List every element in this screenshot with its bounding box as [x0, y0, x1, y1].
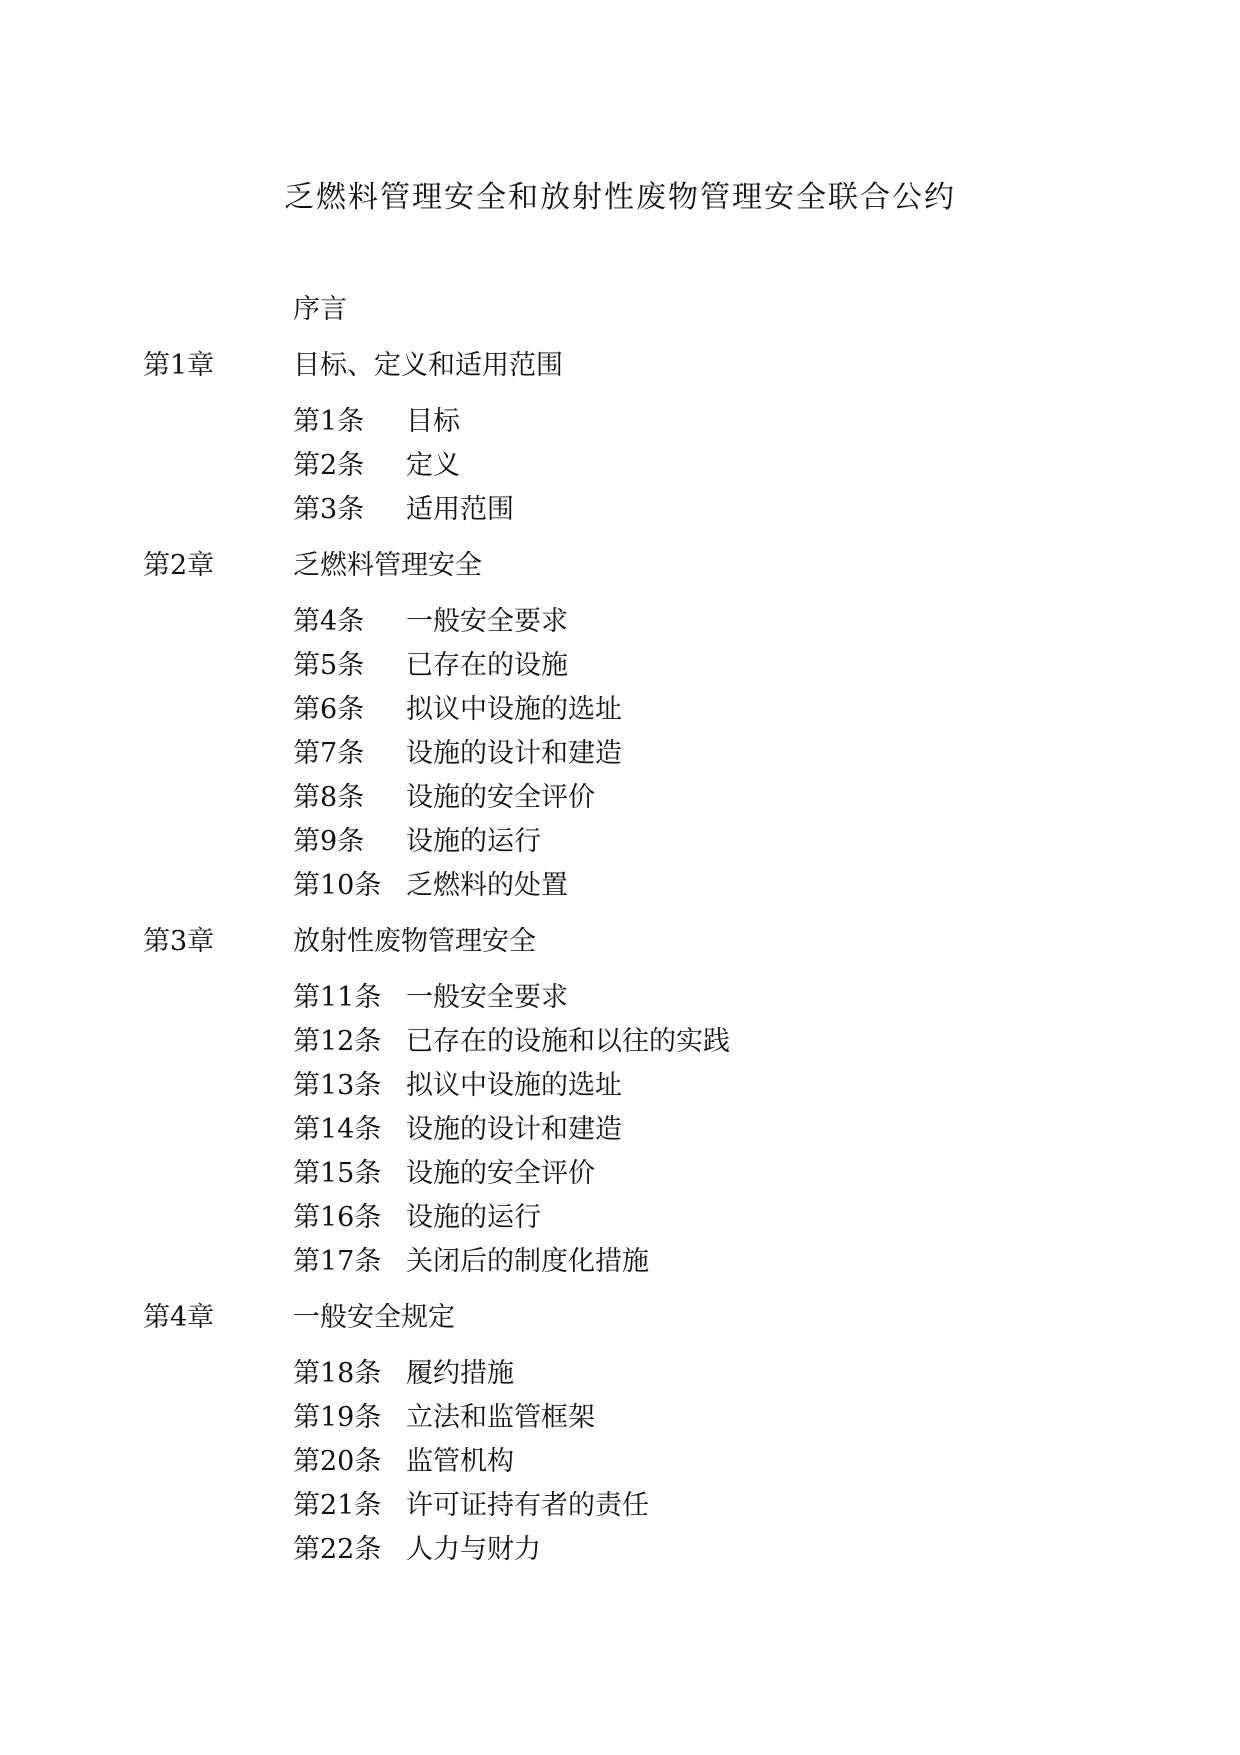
article-title: 适用范围 — [406, 494, 514, 525]
article-number: 第11条 — [293, 982, 382, 1013]
chapter-number: 第2章 — [143, 550, 215, 581]
article-title: 关闭后的制度化措施 — [406, 1246, 649, 1277]
article-number: 第16条 — [293, 1202, 382, 1233]
table-of-contents — [0, 292, 1240, 1588]
article-title: 一般安全要求 — [406, 606, 568, 637]
article-title: 设施的运行 — [406, 1202, 541, 1233]
article-number: 第15条 — [293, 1158, 382, 1189]
article-row — [0, 1200, 1240, 1244]
toc-chapter-1 — [0, 348, 1240, 548]
article-title: 设施的设计和建造 — [406, 738, 622, 769]
chapter-title: 乏燃料管理安全 — [293, 550, 482, 581]
article-title: 履约措施 — [406, 1358, 514, 1389]
article-number: 第6条 — [293, 694, 365, 725]
article-number: 第22条 — [293, 1534, 382, 1565]
article-title: 设施的运行 — [406, 826, 541, 857]
article-row — [0, 1356, 1240, 1400]
article-number: 第18条 — [293, 1358, 382, 1389]
toc-chapter-4 — [0, 1300, 1240, 1588]
chapter-number: 第3章 — [143, 926, 215, 957]
toc-preface-label: 序言 — [293, 294, 347, 325]
article-title: 已存在的设施 — [406, 650, 568, 681]
article-list — [0, 404, 1240, 548]
article-number: 第10条 — [293, 870, 382, 901]
article-title: 定义 — [406, 450, 460, 481]
article-row — [0, 692, 1240, 736]
article-number: 第17条 — [293, 1246, 382, 1277]
article-number: 第8条 — [293, 782, 365, 813]
toc-chapter-3 — [0, 924, 1240, 1300]
article-row — [0, 1532, 1240, 1588]
article-number: 第14条 — [293, 1114, 382, 1145]
toc-chapter-2 — [0, 548, 1240, 924]
article-row — [0, 404, 1240, 448]
article-row — [0, 648, 1240, 692]
article-row — [0, 1112, 1240, 1156]
article-title: 设施的安全评价 — [406, 1158, 595, 1189]
article-row — [0, 868, 1240, 924]
chapter-heading-row — [0, 548, 1240, 584]
article-number: 第2条 — [293, 450, 365, 481]
article-row — [0, 1488, 1240, 1532]
article-number: 第20条 — [293, 1446, 382, 1477]
chapter-number: 第1章 — [143, 350, 215, 381]
article-row — [0, 1156, 1240, 1200]
article-row — [0, 1400, 1240, 1444]
article-number: 第5条 — [293, 650, 365, 681]
article-title: 乏燃料的处置 — [406, 870, 568, 901]
chapter-number: 第4章 — [143, 1302, 215, 1333]
article-row — [0, 1024, 1240, 1068]
article-number: 第4条 — [293, 606, 365, 637]
article-number: 第19条 — [293, 1402, 382, 1433]
article-row — [0, 780, 1240, 824]
article-title: 目标 — [406, 406, 460, 437]
article-list — [0, 604, 1240, 924]
article-row — [0, 492, 1240, 548]
article-title: 立法和监管框架 — [406, 1402, 595, 1433]
article-number: 第7条 — [293, 738, 365, 769]
article-title: 许可证持有者的责任 — [406, 1490, 649, 1521]
article-title: 人力与财力 — [406, 1534, 541, 1565]
article-number: 第21条 — [293, 1490, 382, 1521]
article-row — [0, 1244, 1240, 1300]
article-row — [0, 736, 1240, 780]
article-title: 设施的安全评价 — [406, 782, 595, 813]
article-row — [0, 448, 1240, 492]
article-title: 拟议中设施的选址 — [406, 1070, 622, 1101]
toc-preface-row — [0, 292, 1240, 328]
article-number: 第3条 — [293, 494, 365, 525]
chapter-title: 一般安全规定 — [293, 1302, 455, 1333]
article-title: 一般安全要求 — [406, 982, 568, 1013]
article-row — [0, 604, 1240, 648]
article-list — [0, 1356, 1240, 1588]
article-title: 设施的设计和建造 — [406, 1114, 622, 1145]
article-number: 第13条 — [293, 1070, 382, 1101]
article-row — [0, 1444, 1240, 1488]
chapter-heading-row — [0, 348, 1240, 384]
chapter-title: 目标、定义和适用范围 — [293, 350, 563, 381]
article-title: 已存在的设施和以往的实践 — [406, 1026, 730, 1057]
chapter-heading-row — [0, 1300, 1240, 1336]
article-row — [0, 980, 1240, 1024]
article-title: 监管机构 — [406, 1446, 514, 1477]
chapter-title: 放射性废物管理安全 — [293, 926, 536, 957]
article-list — [0, 980, 1240, 1300]
article-title: 拟议中设施的选址 — [406, 694, 622, 725]
article-number: 第12条 — [293, 1026, 382, 1057]
article-row — [0, 824, 1240, 868]
article-number: 第1条 — [293, 406, 365, 437]
chapter-heading-row — [0, 924, 1240, 960]
article-row — [0, 1068, 1240, 1112]
article-number: 第9条 — [293, 826, 365, 857]
document-title: 乏燃料管理安全和放射性废物管理安全联合公约 — [284, 180, 956, 215]
